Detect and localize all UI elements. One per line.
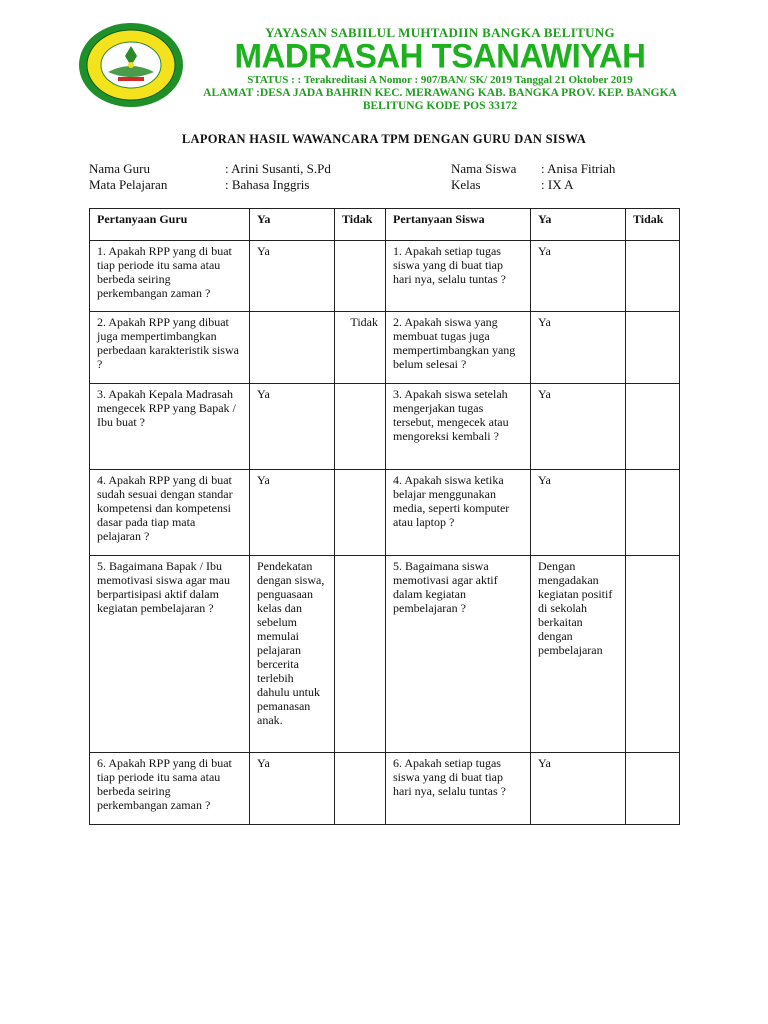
teacher-question: 6. Apakah RPP yang di buat tiap periode itu sama atau berbeda seiring perkembangan zaman ? (90, 753, 250, 825)
student-no (626, 470, 680, 556)
teacher-yes: Ya (250, 384, 335, 470)
student-no (626, 556, 680, 753)
class-label: Kelas (451, 177, 481, 192)
address-line-1: ALAMAT :DESA JADA BAHRIN KEC. MERAWANG KAB. BANGKA PROV. KEP. BANGKA (203, 87, 677, 99)
student-question: 2. Apakah siswa yang membuat tugas juga mempertimbangkan yang belum selesai ? (386, 312, 531, 384)
accreditation-status: STATUS : : Terakreditasi A Nomor : 907/BAN/ SK/ 2019 Tanggal 21 Oktober 2019 (247, 74, 633, 86)
header-teacher-yes: Ya (250, 209, 335, 241)
student-yes: Ya (531, 312, 626, 384)
teacher-yes: Ya (250, 241, 335, 312)
letterhead (0, 0, 768, 112)
address-line-2: BELITUNG KODE POS 33172 (362, 100, 518, 112)
student-name-label: Nama Siswa (451, 161, 517, 176)
teacher-question: 3. Apakah Kepala Madrasah mengecek RPP yang Bapak / Ibu buat ? (90, 384, 250, 470)
student-name-value: : Anisa Fitriah (541, 161, 616, 176)
interview-table (89, 208, 680, 825)
table-header-row (90, 209, 680, 241)
teacher-name-value: : Arini Susanti, S.Pd (225, 161, 331, 176)
student-no (626, 384, 680, 470)
student-yes: Ya (531, 753, 626, 825)
student-no (626, 753, 680, 825)
teacher-no (335, 470, 386, 556)
student-question: 3. Apakah siswa setelah mengerjakan tugas tersebut, mengecek atau mengoreksi kembali ? (386, 384, 531, 470)
student-no (626, 312, 680, 384)
teacher-yes: Ya (250, 470, 335, 556)
teacher-answer: Pendekatan dengan siswa, penguasaan kelas dan sebelum memulai pelajaran bercerita terlebih dahulu untuk pemanasan anak. (250, 556, 335, 753)
student-answer: Dengan mengadakan kegiatan positif di sekolah berkaitan dengan pembelajaran (531, 556, 626, 753)
student-no (626, 241, 680, 312)
student-yes: Ya (531, 470, 626, 556)
class-value: : IX A (541, 177, 574, 192)
teacher-no (335, 384, 386, 470)
school-logo-icon (78, 22, 184, 108)
student-name-row (451, 161, 615, 177)
teacher-name-label: Nama Guru (89, 161, 151, 176)
table-row (90, 753, 680, 825)
subject-label: Mata Pelajaran (89, 177, 168, 192)
teacher-question: 2. Apakah RPP yang dibuat juga mempertimbangkan perbedaan karakteristik siswa ? (90, 312, 250, 384)
foundation-name: YAYASAN SABIILUL MUHTADIIN BANGKA BELITUNG (265, 25, 615, 40)
student-yes: Ya (531, 384, 626, 470)
teacher-question: 4. Apakah RPP yang di buat sudah sesuai dengan standar kompetensi dan kompetensi dasar pada tiap mata pelajaran ? (90, 470, 250, 556)
header-student-question: Pertanyaan Siswa (386, 209, 531, 241)
table-row (90, 312, 680, 384)
teacher-yes (250, 312, 335, 384)
teacher-question: 1. Apakah RPP yang di buat tiap periode itu sama atau berbeda seiring perkembangan zaman ? (90, 241, 250, 312)
school-name: MADRASAH TSANAWIYAH (234, 36, 646, 75)
table-row (90, 384, 680, 470)
class-row (451, 177, 574, 193)
teacher-no (335, 556, 386, 753)
student-question: 4. Apakah siswa ketika belajar menggunakan media, seperti komputer atau laptop ? (386, 470, 531, 556)
student-question: 1. Apakah setiap tugas siswa yang di buat tiap hari nya, selalu tuntas ? (386, 241, 531, 312)
table-row (90, 470, 680, 556)
subject-value: : Bahasa Inggris (225, 177, 310, 192)
teacher-question: 5. Bagaimana Bapak / Ibu memotivasi siswa agar mau berpartisipasi aktif dalam kegiatan pembelajaran ? (90, 556, 250, 753)
teacher-yes: Ya (250, 753, 335, 825)
student-question: 5. Bagaimana siswa memotivasi agar aktif dalam kegiatan pembelajaran ? (386, 556, 531, 753)
teacher-no (335, 241, 386, 312)
table-row (90, 241, 680, 312)
subject-row (89, 177, 309, 193)
student-question: 6. Apakah setiap tugas siswa yang di buat tiap hari nya, selalu tuntas ? (386, 753, 531, 825)
header-teacher-no: Tidak (335, 209, 386, 241)
report-title: LAPORAN HASIL WAWANCARA TPM DENGAN GURU DAN SISWA (181, 132, 587, 146)
header-student-no: Tidak (626, 209, 680, 241)
teacher-no: Tidak (335, 312, 386, 384)
teacher-no (335, 753, 386, 825)
table-row (90, 556, 680, 753)
student-yes: Ya (531, 241, 626, 312)
teacher-name-row (89, 161, 331, 177)
header-student-yes: Ya (531, 209, 626, 241)
header-teacher-question: Pertanyaan Guru (90, 209, 250, 241)
